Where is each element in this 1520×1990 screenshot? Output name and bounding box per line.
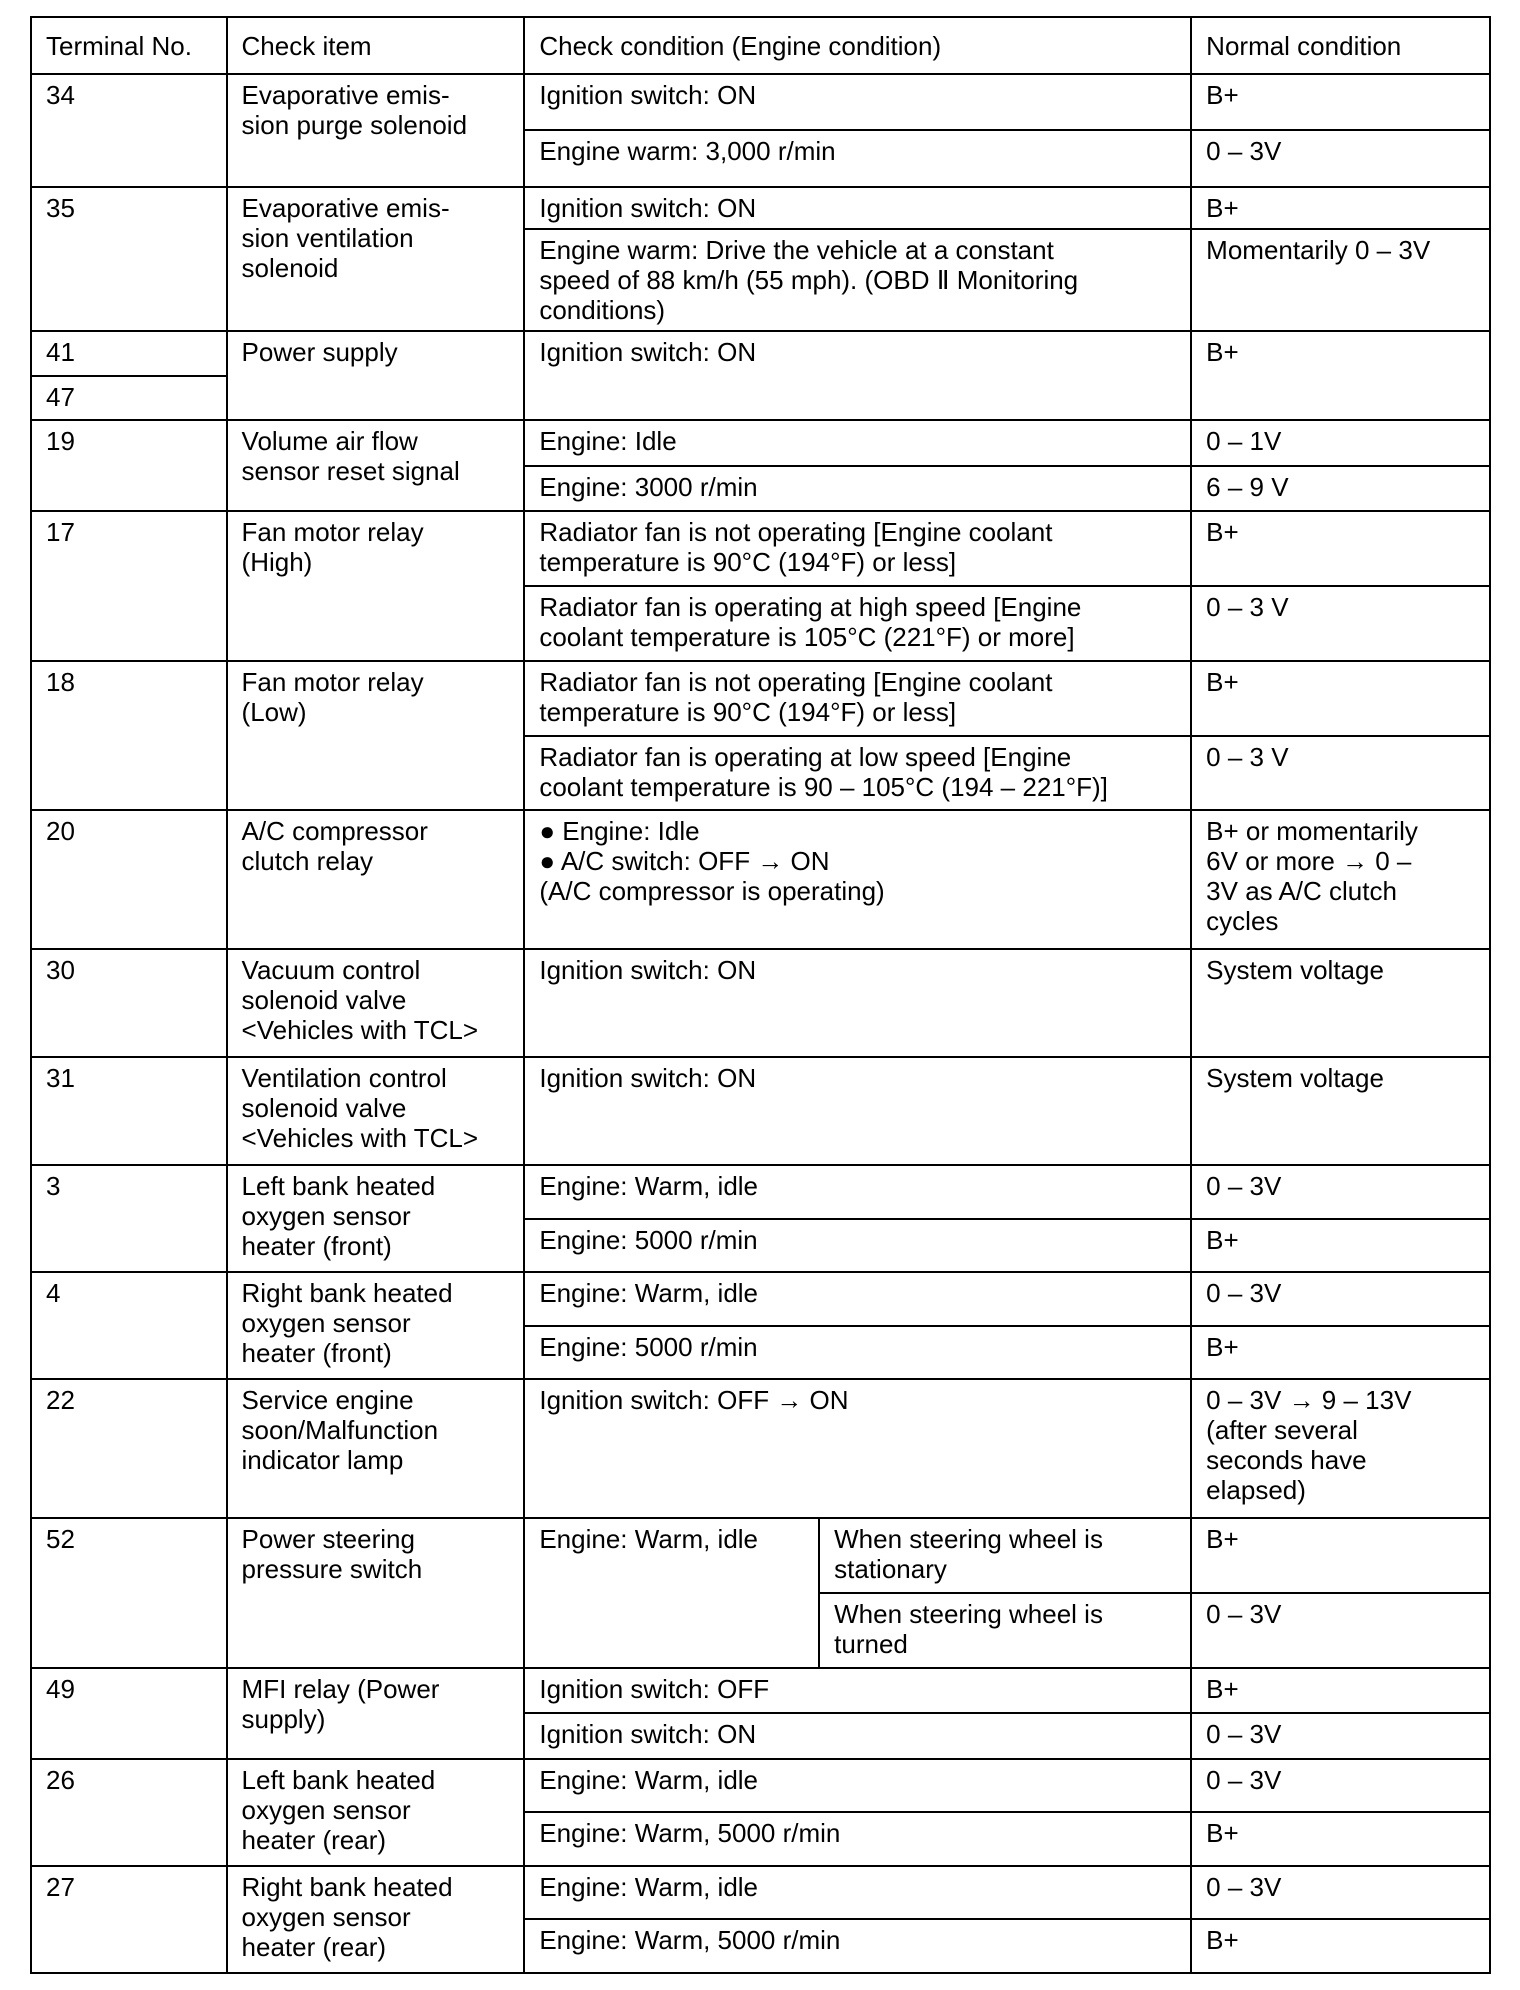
check-condition: Engine: 5000 r/min	[524, 1326, 1191, 1380]
normal-condition: B+	[1191, 1219, 1490, 1273]
check-item: Volume air flow sensor reset signal	[227, 420, 525, 511]
normal-condition: System voltage	[1191, 1057, 1490, 1165]
check-sub-condition: When steering wheel is stationary	[819, 1518, 1191, 1593]
check-condition: Radiator fan is operating at low speed [Engine coolant temperature is 90 – 105°C (194 – 221°F)]	[524, 736, 1191, 811]
check-item: Fan motor relay (High)	[227, 511, 525, 661]
normal-condition: 0 – 3V	[1191, 130, 1490, 187]
terminal-number: 18	[31, 661, 227, 811]
check-item: Left bank heated oxygen sensor heater (front)	[227, 1165, 525, 1272]
check-sub-condition: When steering wheel is turned	[819, 1593, 1191, 1668]
check-item: Right bank heated oxygen sensor heater (rear)	[227, 1866, 525, 1973]
header-terminal: Terminal No.	[31, 17, 227, 74]
check-condition: Engine: Warm, 5000 r/min	[524, 1919, 1191, 1973]
terminal-number: 22	[31, 1379, 227, 1517]
check-condition: Ignition switch: OFF → ON	[524, 1379, 1191, 1517]
normal-condition: B+	[1191, 1668, 1490, 1713]
normal-condition: B+	[1191, 1812, 1490, 1866]
normal-condition: 0 – 3V	[1191, 1593, 1490, 1668]
normal-condition: 0 – 3V → 9 – 13V (after several seconds have elapsed)	[1191, 1379, 1490, 1517]
check-item: Right bank heated oxygen sensor heater (front)	[227, 1272, 525, 1379]
check-item: A/C compressor clutch relay	[227, 810, 525, 948]
check-condition: Radiator fan is not operating [Engine coolant temperature is 90°C (194°F) or less]	[524, 661, 1191, 736]
terminal-check-table	[30, 16, 1491, 1974]
check-condition: Engine: Warm, 5000 r/min	[524, 1812, 1191, 1866]
table-row	[31, 74, 1490, 131]
normal-condition: B+ or momentarily 6V or more → 0 – 3V as A/C clutch cycles	[1191, 810, 1490, 948]
check-condition: Radiator fan is operating at high speed [Engine coolant temperature is 105°C (221°F) or more]	[524, 586, 1191, 661]
check-condition: Engine: 3000 r/min	[524, 466, 1191, 511]
table-row	[31, 187, 1490, 229]
check-condition: ● Engine: Idle ● A/C switch: OFF → ON (A/C compressor is operating)	[524, 810, 1191, 948]
terminal-number: 30	[31, 949, 227, 1057]
table-row	[31, 1759, 1490, 1813]
check-condition: Engine: Warm, idle	[524, 1759, 1191, 1813]
table-row	[31, 1272, 1490, 1326]
check-condition: Ignition switch: ON	[524, 187, 1191, 229]
normal-condition: B+	[1191, 1518, 1490, 1593]
header-normal-condition: Normal condition	[1191, 17, 1490, 74]
check-item: Ventilation control solenoid valve <Vehicles with TCL>	[227, 1057, 525, 1165]
check-item: Left bank heated oxygen sensor heater (rear)	[227, 1759, 525, 1866]
normal-condition: B+	[1191, 661, 1490, 736]
check-condition: Engine: 5000 r/min	[524, 1219, 1191, 1273]
table-row	[31, 1379, 1490, 1517]
check-condition: Engine: Idle	[524, 420, 1191, 465]
check-item: MFI relay (Power supply)	[227, 1668, 525, 1759]
terminal-number: 41	[31, 331, 227, 375]
normal-condition: 0 – 3V	[1191, 1866, 1490, 1920]
table-row	[31, 810, 1490, 948]
check-condition: Ignition switch: ON	[524, 74, 1191, 131]
terminal-number: 49	[31, 1668, 227, 1759]
terminal-number: 19	[31, 420, 227, 511]
check-condition-main: Engine: Warm, idle	[524, 1518, 819, 1668]
check-condition: Radiator fan is not operating [Engine coolant temperature is 90°C (194°F) or less]	[524, 511, 1191, 586]
check-condition: Ignition switch: ON	[524, 1057, 1191, 1165]
table-row	[31, 949, 1490, 1057]
table-row	[31, 1057, 1490, 1165]
terminal-number: 26	[31, 1759, 227, 1866]
check-condition: Engine: Warm, idle	[524, 1866, 1191, 1920]
table-row	[31, 1518, 1490, 1593]
check-item: Vacuum control solenoid valve <Vehicles with TCL>	[227, 949, 525, 1057]
normal-condition: 0 – 3V	[1191, 1759, 1490, 1813]
terminal-number: 20	[31, 810, 227, 948]
check-item: Power steering pressure switch	[227, 1518, 525, 1668]
normal-condition: Momentarily 0 – 3V	[1191, 229, 1490, 331]
check-condition: Ignition switch: OFF	[524, 1668, 1191, 1713]
terminal-number: 47	[31, 376, 227, 420]
normal-condition: 0 – 3V	[1191, 1713, 1490, 1758]
normal-condition: 6 – 9 V	[1191, 466, 1490, 511]
terminal-number: 17	[31, 511, 227, 661]
table-row	[31, 511, 1490, 586]
check-condition: Engine: Warm, idle	[524, 1165, 1191, 1219]
check-condition: Ignition switch: ON	[524, 331, 1191, 420]
terminal-number: 52	[31, 1518, 227, 1668]
check-condition: Engine warm: 3,000 r/min	[524, 130, 1191, 187]
check-item: Fan motor relay (Low)	[227, 661, 525, 811]
header-check-item: Check item	[227, 17, 525, 74]
check-item: Evaporative emis- sion purge solenoid	[227, 74, 525, 187]
table-body	[31, 17, 1490, 1973]
table-row	[31, 1165, 1490, 1219]
table-row	[31, 1668, 1490, 1713]
normal-condition: 0 – 1V	[1191, 420, 1490, 465]
terminal-number: 34	[31, 74, 227, 187]
terminal-number: 31	[31, 1057, 227, 1165]
terminal-number: 3	[31, 1165, 227, 1272]
check-condition: Ignition switch: ON	[524, 1713, 1191, 1758]
check-condition: Ignition switch: ON	[524, 949, 1191, 1057]
header-row	[31, 17, 1490, 74]
table-row	[31, 420, 1490, 465]
normal-condition: B+	[1191, 187, 1490, 229]
terminal-number: 4	[31, 1272, 227, 1379]
check-item: Service engine soon/Malfunction indicator lamp	[227, 1379, 525, 1517]
check-item: Evaporative emis- sion ventilation solenoid	[227, 187, 525, 332]
header-check-condition: Check condition (Engine condition)	[524, 17, 1191, 74]
normal-condition: B+	[1191, 331, 1490, 420]
check-condition: Engine: Warm, idle	[524, 1272, 1191, 1326]
normal-condition: 0 – 3V	[1191, 1272, 1490, 1326]
normal-condition: 0 – 3 V	[1191, 736, 1490, 811]
normal-condition: B+	[1191, 1919, 1490, 1973]
normal-condition: B+	[1191, 74, 1490, 131]
table-row	[31, 1866, 1490, 1920]
table-row	[31, 661, 1490, 736]
normal-condition: 0 – 3V	[1191, 1165, 1490, 1219]
terminal-number: 27	[31, 1866, 227, 1973]
check-item: Power supply	[227, 331, 525, 420]
check-condition: Engine warm: Drive the vehicle at a constant speed of 88 km/h (55 mph). (OBD Ⅱ Monitoring conditions)	[524, 229, 1191, 331]
normal-condition: B+	[1191, 511, 1490, 586]
normal-condition: 0 – 3 V	[1191, 586, 1490, 661]
normal-condition: System voltage	[1191, 949, 1490, 1057]
normal-condition: B+	[1191, 1326, 1490, 1380]
terminal-number: 35	[31, 187, 227, 332]
table-row	[31, 331, 1490, 375]
